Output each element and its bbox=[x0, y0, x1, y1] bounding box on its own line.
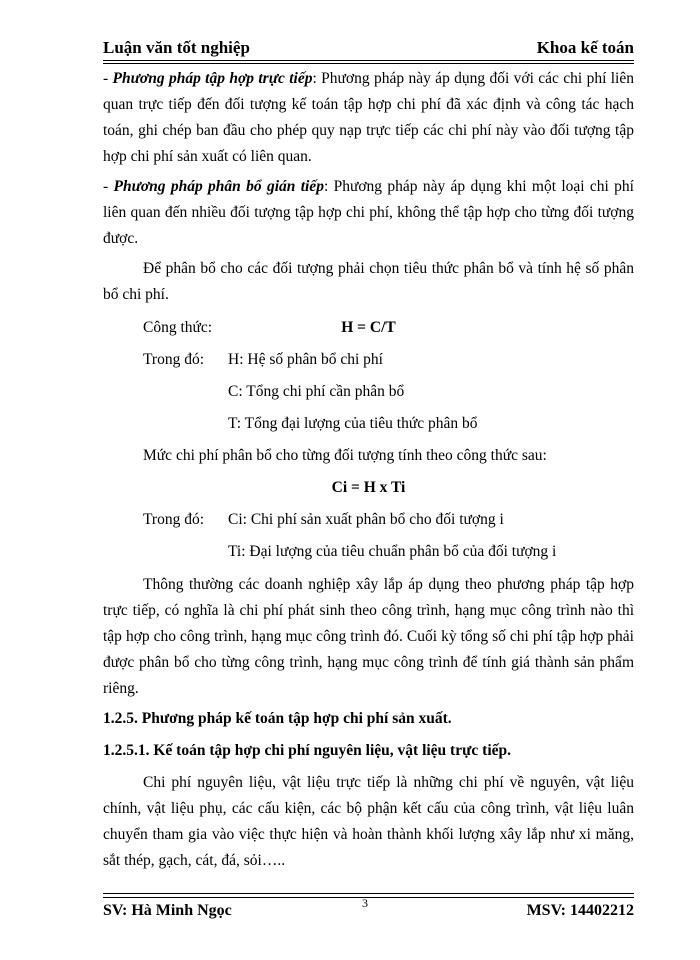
formula-intro: Mức chi phí phân bổ cho từng đối tượng tính theo công thức sau: bbox=[143, 447, 547, 464]
formula-intro-row bbox=[103, 440, 634, 472]
where-row-h bbox=[103, 344, 634, 376]
where-item-ci: Ci: Chi phí sản xuất phân bổ cho đối tượng i bbox=[228, 511, 504, 528]
where-row-ci bbox=[103, 504, 634, 536]
where-label-2: Trong đó: bbox=[143, 511, 205, 528]
where-item-ti: Ti: Đại lượng của tiêu chuẩn phân bổ của đối tượng i bbox=[228, 543, 557, 560]
heading-1-2-5: 1.2.5. Phương pháp kế toán tập hợp chi phí sản xuất. bbox=[103, 710, 452, 727]
header-thesis-title: Luận văn tốt nghiệp bbox=[103, 38, 250, 57]
formula-label: Công thức: bbox=[143, 319, 213, 336]
page-number: 3 bbox=[362, 896, 368, 910]
formula-h: H = C/T bbox=[341, 319, 396, 336]
page-header bbox=[103, 38, 634, 60]
where-item-c: C: Tổng chi phí cần phân bổ bbox=[228, 383, 405, 400]
where-label: Trong đó: bbox=[143, 351, 205, 368]
footer-student-name: SV: Hà Minh Ngọc bbox=[103, 902, 232, 919]
term-direct-method: Phương pháp tập hợp trực tiếp bbox=[112, 70, 313, 87]
formula-row-1 bbox=[103, 312, 634, 344]
header-rule bbox=[103, 60, 634, 61]
paragraph-indirect-method: - Phương pháp phân bổ gián tiếp: Phương pháp này áp dụng khi một loại chi phí liên quan đến nhiều đối tượng tập hợp chi phí, không thể tập hợp cho từng đối tượng được. bbox=[103, 178, 634, 247]
where-row-t bbox=[103, 408, 634, 440]
paragraph-allocation: Để phân bổ cho các đối tượng phải chọn tiêu thức phân bổ và tính hệ số phân bổ chi phí. bbox=[103, 260, 634, 303]
formula-row-2 bbox=[103, 472, 634, 504]
header-rule-double bbox=[103, 63, 634, 64]
where-row-c bbox=[103, 376, 634, 408]
footer-rule-double bbox=[103, 897, 634, 898]
term-indirect-method: Phương pháp phân bổ gián tiếp bbox=[113, 178, 324, 195]
paragraph-direct-method: - Phương pháp tập hợp trực tiếp: Phương pháp này áp dụng đối với các chi phí liên quan trực tiếp đến đối tượng kế toán tập hợp chi phí đã xác định và công tác hạch toán, ghi chép ban đầu cho phép quy nạp trực tiếp các chi phí này vào đối tượng tập hợp chi phí sản xuất có liên quan. bbox=[103, 70, 634, 165]
heading-1-2-5-1: 1.2.5.1. Kế toán tập hợp chi phí nguyên liệu, vật liệu trực tiếp. bbox=[103, 742, 511, 759]
formula-ci: Ci = H x Ti bbox=[331, 479, 406, 496]
where-row-ti bbox=[103, 536, 634, 568]
header-faculty: Khoa kế toán bbox=[536, 38, 634, 57]
page-footer bbox=[103, 902, 634, 924]
footer-rule bbox=[103, 893, 634, 894]
footer-student-id: MSV: 14402212 bbox=[526, 902, 634, 919]
paragraph-construction: Thông thường các doanh nghiệp xây lắp áp dụng theo phương pháp tập hợp trực tiếp, có nghĩa là chi phí phát sinh theo công trình, hạng mục công trình nào thì tập hợp cho công trình, hạng mục công trình đó. Cuối kỳ tổng số chi phí tập hợp phải được phân bổ cho từng công trình, hạng mục công trình để tính giá thành sản phẩm riêng. bbox=[103, 576, 634, 697]
where-item-t: T: Tổng đại lượng của tiêu thức phân bổ bbox=[228, 415, 478, 432]
page-body bbox=[103, 66, 634, 874]
where-item-h: H: Hệ số phân bổ chi phí bbox=[228, 351, 383, 368]
paragraph-material-costs: Chi phí nguyên liệu, vật liệu trực tiếp là những chi phí về nguyên, vật liệu chính, vật liệu phụ, các cấu kiện, các bộ phận kết cấu của công trình, vật liệu luân chuyển tham gia vào việc thực hiện và hoàn thành khối lượng xây lắp như xi măng, sắt thép, gạch, cát, đá, sỏi….. bbox=[103, 774, 634, 869]
